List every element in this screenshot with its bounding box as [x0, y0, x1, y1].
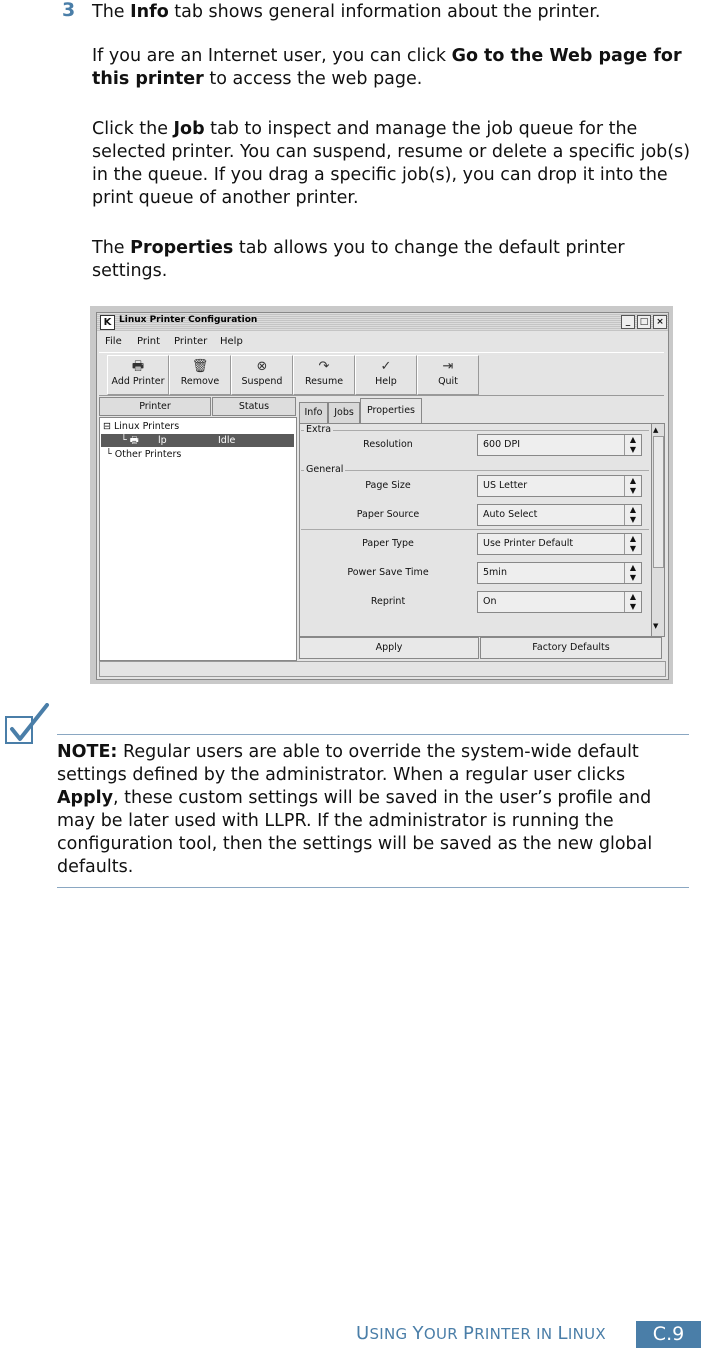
scroll-thumb[interactable] — [653, 436, 664, 568]
text: If you are an Internet user, you can click — [92, 46, 452, 66]
printer-name: lp — [158, 435, 167, 446]
text: tab allows you to change the default printer settings. — [92, 238, 625, 281]
printer-tree — [99, 417, 297, 661]
prop-label-page-size: Page Size — [365, 480, 411, 491]
web-link-term: Go to the Web page for this printer — [92, 46, 682, 89]
info-term: Info — [130, 2, 169, 22]
group-general: General — [306, 464, 344, 475]
tree-item-other-printers[interactable] — [106, 448, 181, 461]
minimize-button[interactable]: _ — [621, 315, 635, 329]
updown-arrows-icon: ▲ ▼ — [624, 563, 641, 583]
updown-arrows-icon: ▲ ▼ — [624, 435, 641, 455]
status-column-header[interactable]: Status — [212, 397, 296, 416]
printer-config-screenshot — [90, 306, 673, 684]
page-number: C.9 — [636, 1321, 701, 1348]
toolbar — [99, 352, 664, 396]
prop-label-paper-type: Paper Type — [362, 538, 414, 549]
tab-info[interactable]: Info — [299, 402, 328, 423]
text: The — [92, 238, 131, 258]
text: U — [356, 1323, 370, 1344]
scroll-down-icon[interactable]: ▼ — [653, 622, 659, 630]
power-save-time-select[interactable] — [477, 562, 642, 584]
select-value: Use Printer Default — [483, 538, 574, 549]
resolution-select[interactable] — [477, 434, 642, 456]
prop-label-resolution: Resolution — [363, 439, 413, 450]
printer-config-window — [96, 312, 669, 680]
apply-term: Apply — [57, 788, 114, 808]
text: Click the — [92, 119, 174, 139]
note-paragraph — [57, 741, 687, 879]
note-top-rule — [57, 734, 689, 735]
text: Y — [412, 1323, 424, 1344]
text: The — [92, 2, 131, 22]
resume-button[interactable] — [293, 355, 355, 395]
close-button[interactable]: × — [653, 315, 667, 329]
paper-type-select[interactable] — [477, 533, 642, 555]
tree-label: Linux Printers — [113, 421, 180, 432]
stop-icon: ⊗ — [256, 359, 268, 374]
suspend-button[interactable] — [231, 355, 293, 395]
text: INUX — [567, 1325, 606, 1343]
menu-help[interactable]: Help — [220, 336, 243, 347]
select-value: 600 DPI — [483, 439, 520, 450]
menu-file[interactable]: File — [105, 336, 122, 347]
reprint-select[interactable] — [477, 591, 642, 613]
paper-source-select[interactable] — [477, 504, 642, 526]
text: tab shows general information about the printer. — [168, 2, 601, 22]
step-number: 3 — [62, 0, 76, 21]
scroll-up-icon[interactable]: ▲ — [653, 426, 659, 434]
window-title: Linux Printer Configuration — [119, 315, 258, 325]
note-bottom-rule — [57, 887, 689, 888]
job-term: Job — [173, 119, 205, 139]
menu-print[interactable]: Print — [137, 336, 161, 347]
select-value: Auto Select — [483, 509, 538, 520]
updown-arrows-icon: ▲ ▼ — [624, 534, 641, 554]
prop-label-reprint: Reprint — [370, 596, 406, 607]
printer-status: Idle — [218, 435, 236, 446]
properties-scrollbar[interactable] — [651, 423, 665, 637]
apply-button[interactable]: Apply — [299, 637, 479, 659]
quit-label: Quit — [438, 376, 458, 387]
tab-jobs[interactable]: Jobs — [328, 402, 360, 423]
tree-item-printer[interactable] — [101, 434, 294, 447]
prop-label-paper-source: Paper Source — [356, 509, 420, 520]
branch-icon: └ — [106, 449, 115, 460]
text: P — [463, 1323, 475, 1344]
text: tab to inspect and manage the job queue for the selected printer. You can suspend, resume or delete a specific job(s) in the queue. If you drag a specific job(s), you can drop it into the print queue of another printer. — [92, 119, 691, 208]
suspend-label: Suspend — [241, 376, 283, 387]
text: SING — [369, 1325, 413, 1343]
properties-paragraph — [92, 237, 692, 283]
resume-label: Resume — [304, 376, 344, 387]
divider — [301, 430, 649, 431]
text: Regular users are able to override the system-wide default settings defined by the administrator. When a regular user clicks — [57, 742, 639, 785]
add-printer-label: Add Printer — [111, 376, 165, 387]
quit-button[interactable] — [417, 355, 479, 395]
printer-icon: 🖶 — [131, 359, 145, 374]
trash-icon: 🗑 — [191, 359, 209, 374]
remove-button[interactable] — [169, 355, 231, 395]
help-icon: ✓ — [380, 359, 392, 374]
printer-column-header[interactable]: Printer — [99, 397, 211, 416]
quit-icon: ⇥ — [442, 359, 454, 374]
help-label: Help — [375, 376, 397, 387]
maximize-button[interactable]: □ — [637, 315, 651, 329]
web-paragraph — [92, 45, 692, 91]
title-bar[interactable] — [97, 313, 668, 331]
details-panel — [299, 397, 664, 659]
prop-label-power-save-time: Power Save Time — [347, 567, 429, 578]
remove-label: Remove — [180, 376, 220, 387]
collapse-icon: ⊟ — [103, 421, 114, 432]
menu-printer[interactable]: Printer — [174, 336, 208, 347]
group-extra: Extra — [306, 424, 332, 435]
add-printer-button[interactable] — [107, 355, 169, 395]
select-value: US Letter — [483, 480, 528, 491]
divider — [301, 529, 649, 530]
text: , these custom settings will be saved in the user’s profile and may be later used with LLPR. If the administrator is running the configuration tool, then the settings will be saved as the new global defaults. — [57, 788, 653, 877]
tree-item-linux-printers[interactable] — [103, 420, 179, 433]
footer-chapter-title — [356, 1323, 606, 1344]
note-heading: NOTE: — [57, 742, 118, 762]
help-button[interactable] — [355, 355, 417, 395]
job-paragraph — [92, 118, 692, 210]
checkmark-note-icon — [3, 703, 51, 747]
text: OUR — [423, 1325, 464, 1343]
divider — [301, 470, 649, 471]
factory-defaults-button[interactable]: Factory Defaults — [480, 637, 662, 659]
select-value: On — [483, 596, 497, 607]
text: to access the web page. — [203, 69, 423, 89]
updown-arrows-icon: ▲ ▼ — [624, 592, 641, 612]
menu-bar — [97, 333, 668, 350]
kde-logo-icon: K — [100, 315, 115, 330]
printer-list-panel — [99, 397, 295, 659]
tree-label: Other Printers — [114, 449, 182, 460]
tab-properties[interactable]: Properties — [360, 398, 422, 424]
printer-small-icon: └ 🖶 — [121, 435, 139, 446]
text: RINTER IN — [474, 1325, 558, 1343]
properties-term: Properties — [130, 238, 234, 258]
select-value: 5min — [483, 567, 507, 578]
properties-pane — [299, 423, 652, 637]
info-paragraph — [92, 1, 692, 24]
page-size-select[interactable] — [477, 475, 642, 497]
resume-icon: ↷ — [318, 359, 330, 374]
text: L — [557, 1323, 568, 1344]
updown-arrows-icon: ▲ ▼ — [624, 476, 641, 496]
status-bar — [99, 661, 666, 677]
updown-arrows-icon: ▲ ▼ — [624, 505, 641, 525]
